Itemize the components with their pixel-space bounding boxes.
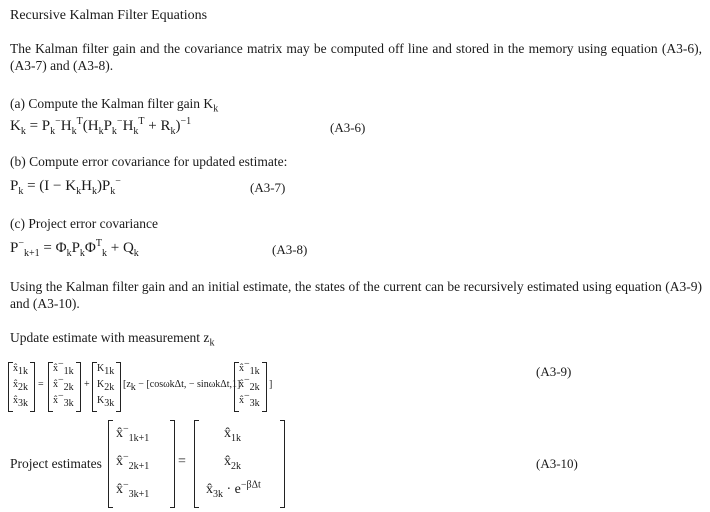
step-a-label: (a) Compute the Kalman filter gain $K_k$: [10, 96, 219, 115]
update-label: Update estimate with measurement $z_k$: [10, 330, 215, 349]
step-c-label: (c) Project error covariance: [10, 216, 159, 231]
equation-a3-10: $x̂^-_{1k+1}$ $x̂^-_{2k+1}$ $x̂^-_{3k+1}$ = $x̂_{1k}$ $x̂_{2k}$ $x̂_{3k} \cdot e^{-\beta\Delta t}$: [108, 420, 308, 508]
project-label: Project estimates: [10, 456, 102, 471]
document-title: Recursive Kalman Filter Equations: [10, 8, 208, 23]
step-b-label: (b) Compute error covariance for updated estimate:: [10, 154, 288, 169]
equation-tag-a3-6: (A3-6): [330, 120, 366, 135]
equation-a3-7: $P_k = (I - K_kH_k)P_k^-$: [10, 176, 121, 197]
equation-a3-9: $x̂_{1k}$ $x̂_{2k}$ $x̂_{3k}$ = $x̂^-_{1k}$ $x̂^-_{2k}$ $x̂^-_{3k}$ + $K_{1k}$ $K_{2k}$ $K_{3k}$ [$z_k - [\cos\omega k\Delta t$, − sinωkΔt,1] $x̂^-_{1k}$ $x̂^-_{2k}$ $x̂^-_{3k}$ ]: [8, 362, 328, 412]
equation-a3-6: $K_k = P_k^-H_k^T(H_kP_k^-H_k^T + R_k)^{-1}$: [10, 116, 192, 137]
equation-tag-a3-10: (A3-10): [536, 456, 578, 471]
equation-a3-8: $P^-_{k+1} = \Phi_kP_k\Phi^T_k + Q_k$: [10, 238, 139, 259]
equation-tag-a3-9: (A3-9): [536, 364, 572, 379]
equation-tag-a3-7: (A3-7): [250, 180, 286, 195]
second-paragraph: Using the Kalman filter gain and an initial estimate, the states of the current can be recursively estimated using equation (A3-9) and (A3-10).: [10, 279, 702, 311]
intro-paragraph: The Kalman filter gain and the covariance matrix may be computed off line and stored in the memory using equation (A3-6), (A3-7) and (A3-8).: [10, 41, 702, 73]
equation-tag-a3-8: (A3-8): [272, 242, 308, 257]
